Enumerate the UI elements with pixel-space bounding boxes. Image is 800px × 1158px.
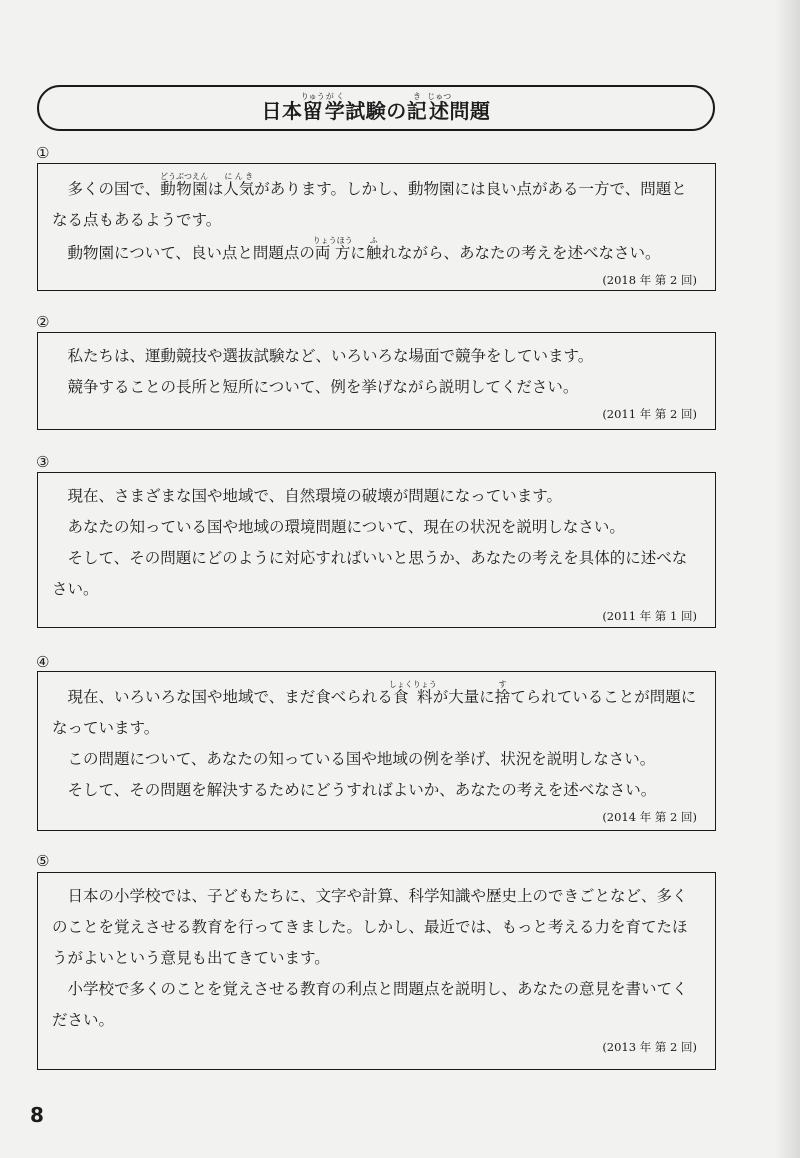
exam-source: (2013 年 第 2 回)	[602, 1040, 697, 1054]
question-text: そして、その問題を解決するためにどうすればよいか、あなたの考えを述べなさい。	[67, 781, 657, 799]
exam-source: (2018 年 第 2 回)	[602, 273, 697, 287]
question-text: 動物園について、良い点と問題点の両方りょうほうに触ふれながら、あなたの考えを述べなさい。	[67, 236, 661, 262]
question-box-2	[37, 332, 716, 430]
page-edge-shadow	[774, 0, 800, 1158]
question-number: ④	[36, 653, 50, 671]
question-number: ③	[36, 453, 50, 471]
question-box-1	[37, 163, 716, 291]
question-text: 日本の小学校では、子どもたちに、文字や計算、科学知識や歴史上のできごとなど、多くのことを覚えさせる教育を行ってきました。しかし、最近では、もっと考える力を育てたほうがよいという意見も出てきています。	[52, 887, 688, 967]
question-number: ①	[36, 144, 50, 162]
exam-source: (2011 年 第 2 回)	[602, 407, 697, 421]
question-text: 私たちは、運動競技や選抜試験など、いろいろな場面で競争をしています。	[67, 347, 594, 365]
question-box-3	[37, 472, 716, 628]
question-number: ⑤	[36, 852, 50, 870]
exam-source: (2014 年 第 2 回)	[602, 810, 697, 824]
question-text: 多くの国で、動物園どうぶつえんは人気にんきがあります。しかし、動物園には良い点がある一方で、問題となる点もあるようです。	[52, 172, 687, 229]
question-text: この問題について、あなたの知っている国や地域の例を挙げ、状況を説明しなさい。	[67, 750, 656, 768]
page-title: 日本留りゅう学がく試験の記き述じゅつ問題	[261, 92, 491, 123]
question-text: 競争することの長所と短所について、例を挙げながら説明してください。	[67, 378, 579, 396]
page-number: 8	[30, 1103, 44, 1127]
question-box-5	[37, 872, 716, 1070]
question-text: そして、その問題にどのように対応すればいいと思うか、あなたの考えを具体的に述べなさい。	[52, 549, 688, 598]
title-banner	[37, 85, 715, 131]
question-box-4	[37, 671, 716, 831]
exam-source: (2011 年 第 1 回)	[602, 609, 697, 623]
question-text: あなたの知っている国や地域の環境問題について、現在の状況を説明しなさい。	[67, 518, 625, 536]
question-text: 現在、いろいろな国や地域で、まだ食べられる食料しょくりょうが大量に捨すてられていることが問題になっています。	[52, 680, 697, 737]
question-text: 小学校で多くのことを覚えさせる教育の利点と問題点を説明し、あなたの意見を書いてください。	[52, 980, 688, 1029]
question-text: 現在、さまざまな国や地域で、自然環境の破壊が問題になっています。	[67, 487, 562, 505]
question-number: ②	[36, 313, 50, 331]
